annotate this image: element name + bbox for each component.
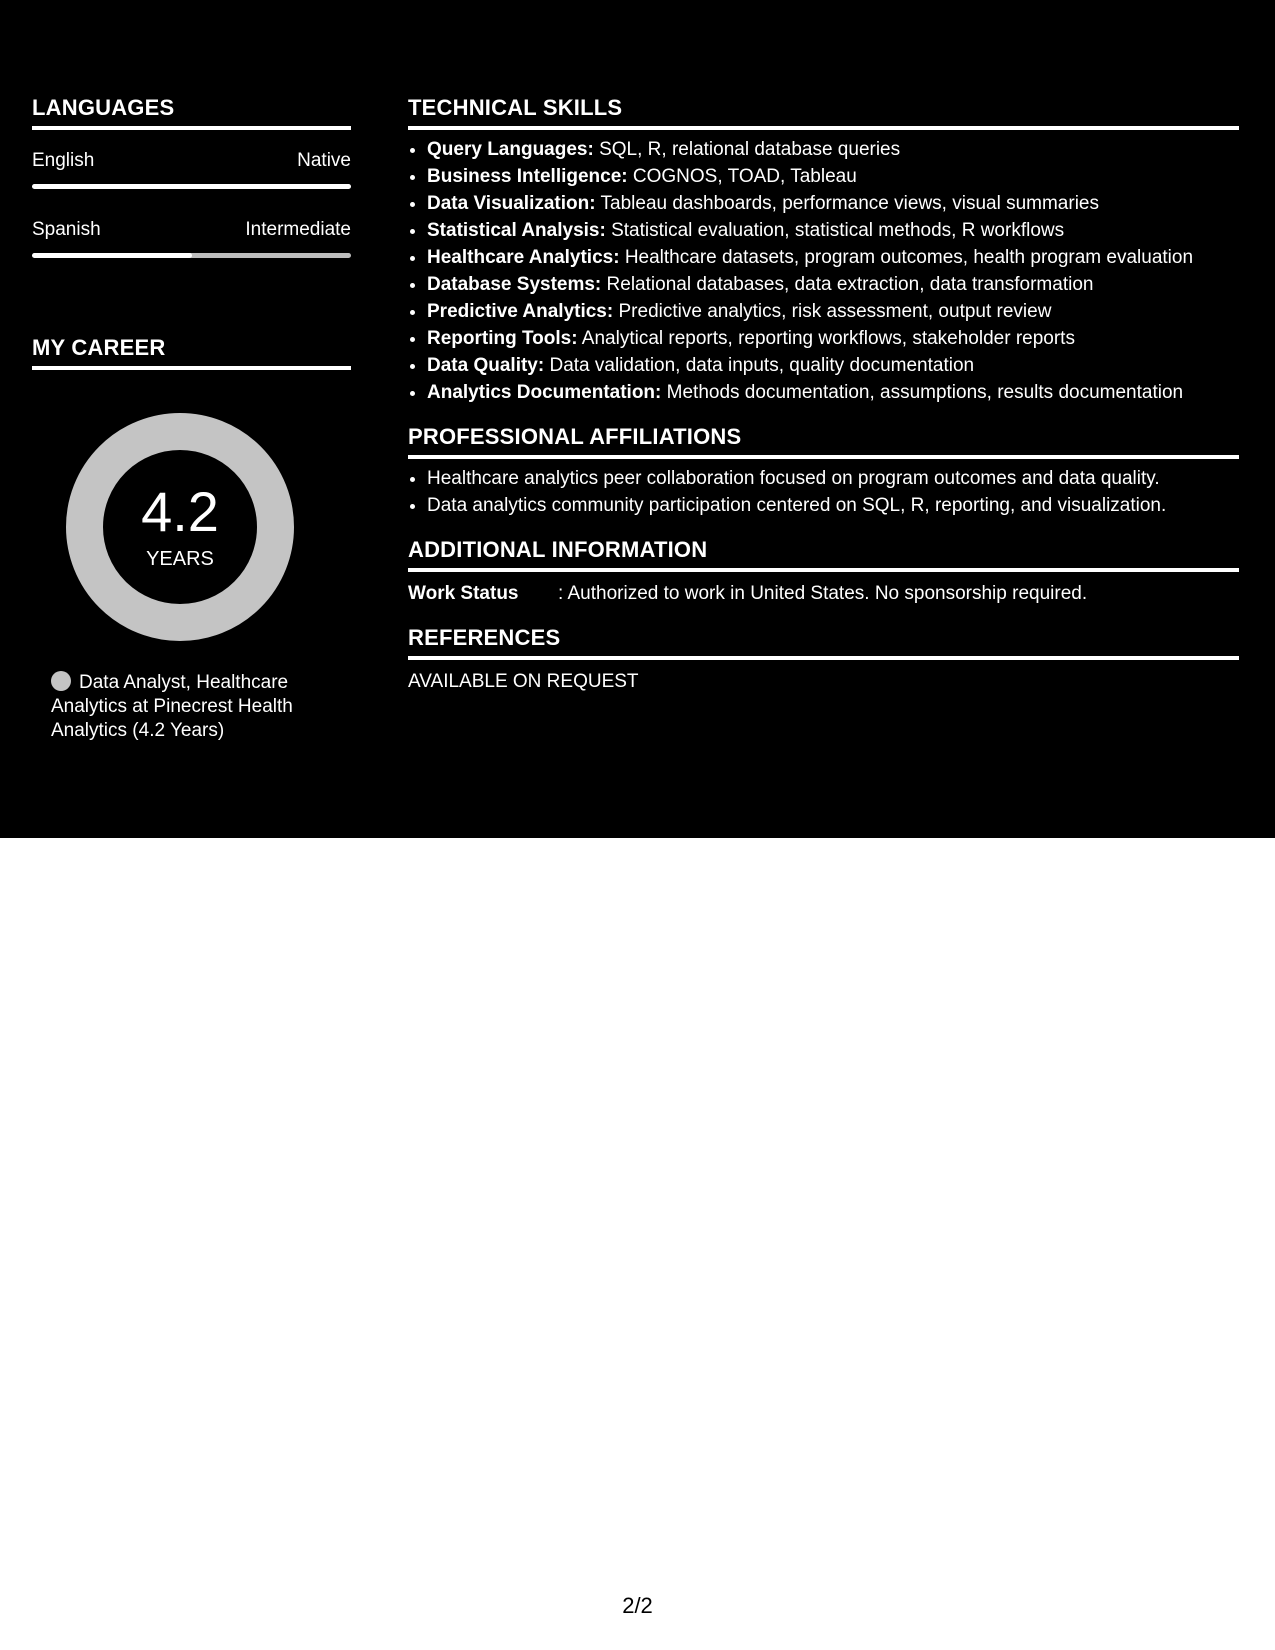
skill-item	[427, 190, 1239, 217]
skill-text: Statistical evaluation, statistical methods, R workflows	[605, 220, 1065, 241]
language-proficiency-fill	[32, 184, 351, 189]
skill-text: Data validation, data inputs, quality documentation	[544, 355, 975, 376]
additional-info-heading: ADDITIONAL INFORMATION	[408, 534, 1239, 572]
career-years-unit: YEARS	[146, 548, 214, 570]
skill-label: Data Visualization:	[427, 193, 596, 214]
skill-label: Statistical Analysis:	[427, 220, 606, 241]
languages-heading: LANGUAGES	[32, 92, 351, 130]
skill-label: Query Languages:	[427, 139, 594, 160]
career-years-donut	[66, 413, 294, 641]
technical-skills-heading: TECHNICAL SKILLS	[408, 92, 1239, 130]
language-proficiency-bar	[32, 253, 351, 258]
language-level: Intermediate	[245, 219, 351, 240]
work-status-label: Work Status	[408, 583, 519, 604]
skill-text: Tableau dashboards, performance views, visual summaries	[595, 193, 1099, 214]
skill-label: Healthcare Analytics:	[427, 247, 620, 268]
references-text: AVAILABLE ON REQUEST	[408, 671, 639, 692]
left-column	[32, 92, 351, 743]
language-name: English	[32, 150, 95, 171]
skill-text: Relational databases, data extraction, data transformation	[601, 274, 1094, 295]
skill-item	[427, 325, 1239, 352]
work-status-value: : Authorized to work in United States. No sponsorship required.	[558, 583, 1088, 604]
skill-label: Business Intelligence:	[427, 166, 628, 187]
skill-text: SQL, R, relational database queries	[593, 139, 901, 160]
skill-item	[427, 298, 1239, 325]
references-heading: REFERENCES	[408, 622, 1239, 660]
career-role-text: Data Analyst, Healthcare Analytics at Pinecrest Health Analytics (4.2 Years)	[51, 672, 293, 741]
affiliations-heading: PROFESSIONAL AFFILIATIONS	[408, 421, 1239, 459]
skill-item	[427, 379, 1239, 406]
career-years-value: 4.2	[141, 480, 219, 543]
skill-item	[427, 244, 1239, 271]
skill-item	[427, 163, 1239, 190]
page-number: 2/2	[622, 1593, 653, 1618]
language-item-english	[32, 150, 351, 189]
skill-text: Predictive analytics, risk assessment, output review	[613, 301, 1052, 322]
skill-text: Methods documentation, assumptions, results documentation	[661, 382, 1184, 403]
skill-label: Reporting Tools:	[427, 328, 578, 349]
language-item-spanish	[32, 219, 351, 258]
career-role-item	[51, 671, 311, 743]
skill-label: Analytics Documentation:	[427, 382, 662, 403]
language-name: Spanish	[32, 219, 101, 240]
work-status-row	[408, 580, 1239, 607]
career-legend-dot-icon	[51, 671, 71, 691]
language-proficiency-bar	[32, 184, 351, 189]
skill-item	[427, 136, 1239, 163]
affiliations-list	[408, 465, 1239, 519]
skill-label: Predictive Analytics:	[427, 301, 614, 322]
skill-label: Data Quality:	[427, 355, 545, 376]
technical-skills-list	[408, 136, 1239, 406]
skill-item	[427, 271, 1239, 298]
skill-text: Healthcare datasets, program outcomes, health program evaluation	[619, 247, 1194, 268]
skill-label: Database Systems:	[427, 274, 602, 295]
right-column	[408, 92, 1239, 695]
affiliation-item: • Healthcare analytics peer collaboration focused on program outcomes and data quality.	[427, 465, 1239, 492]
skill-text: COGNOS, TOAD, Tableau	[627, 166, 857, 187]
language-proficiency-fill	[32, 253, 192, 258]
skill-item	[427, 352, 1239, 379]
language-level: Native	[297, 150, 351, 171]
affiliation-item: • Data analytics community participation centered on SQL, R, reporting, and visualization.	[427, 492, 1239, 519]
career-heading: MY CAREER	[32, 332, 351, 370]
skill-item	[427, 217, 1239, 244]
skill-text: Analytical reports, reporting workflows, stakeholder reports	[577, 328, 1075, 349]
